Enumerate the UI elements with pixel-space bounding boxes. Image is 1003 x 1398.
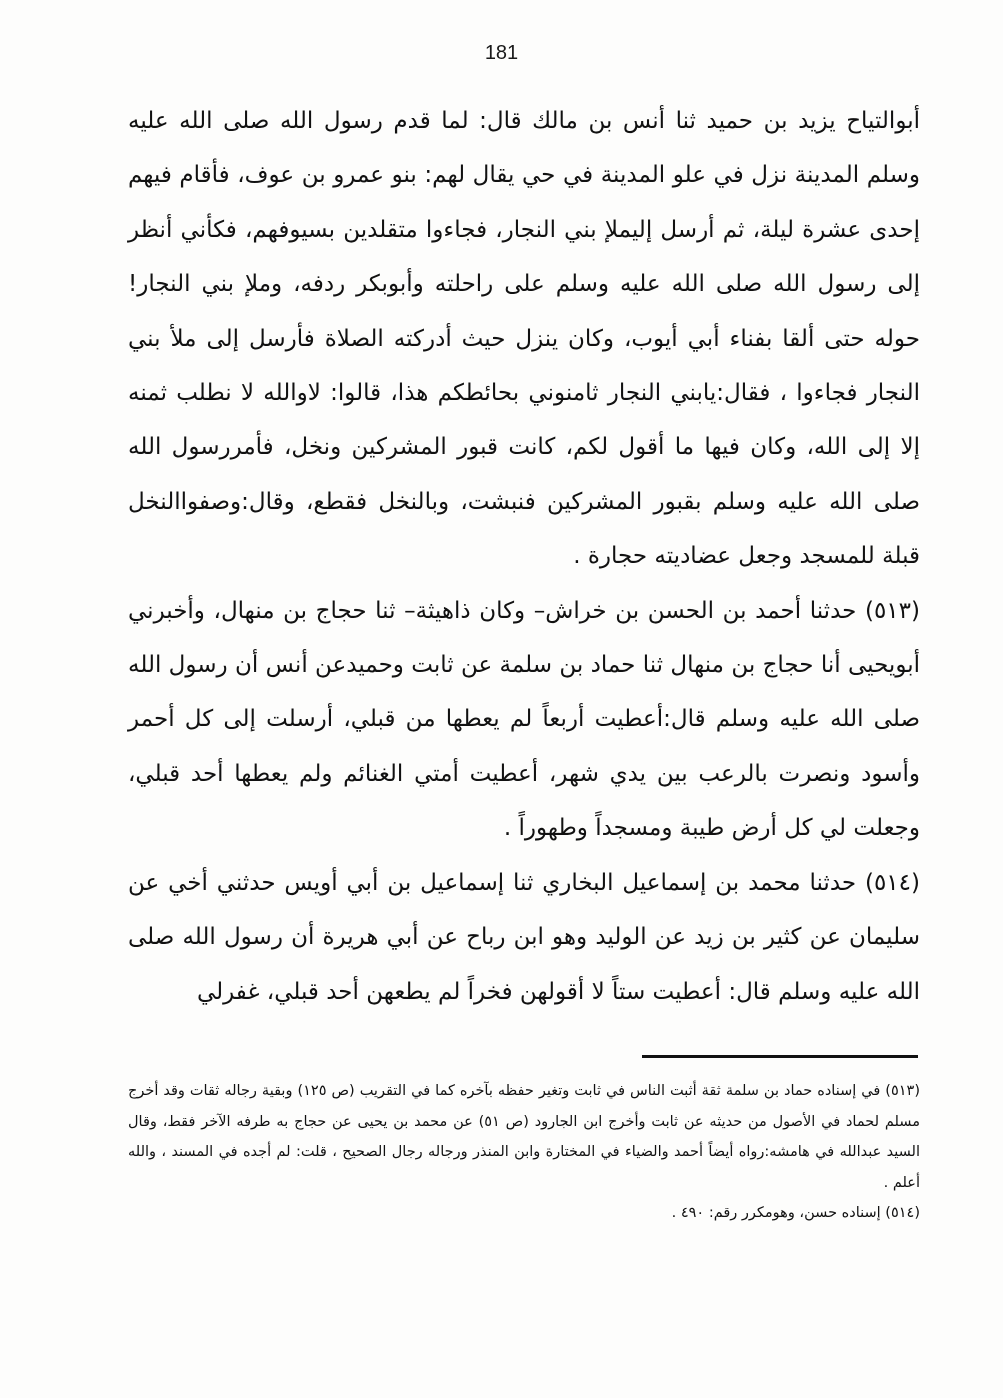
paragraph-hadith-514: (٥١٤) حدثنا محمد بن إسماعيل البخاري ثنا إسماعيل بن أبي أويس حدثني أخي عن سليمان عن كثير بن زيد عن الوليد وهو ابن رباح عن أبي هريرة أن رسول الله صلى الله عليه وسلم قال: أعطيت ستاً لا أقولهن فخراً لم يطعهن أحد قبلي، غفرلي — [128, 869, 920, 1005]
paragraph-hadith-513: (٥١٣) حدثنا أحمد بن الحسن بن خراش– وكان ذاهيثة– ثنا حجاج بن منهال، وأخبرني أبويحيى أنا حجاج بن منهال ثنا حماد بن سلمة عن ثابت وحميدعن أنس أن رسول الله صلى الله عليه وسلم قال:أعطيت أربعاً لم يعطها من قبلي، أرسلت إلى كل أحمر وأسود ونصرت بالرعب بين يدي شهر، أعطيت أمتي الغنائم ولم يعطها أحد قبلي، وجعلت لي كل أرض طيبة ومسجداً وطهوراً . — [128, 597, 920, 842]
footnote-514: (٥١٤) إسناده حسن، وهومكرر رقم: ٤٩٠ . — [671, 1205, 920, 1221]
main-text — [128, 94, 920, 1019]
footnotes — [128, 1076, 920, 1229]
page-number: 181 — [484, 42, 519, 64]
paragraph-narration-512-continued: أبوالتياح يزيد بن حميد ثنا أنس بن مالك قال: لما قدم رسول الله صلى الله عليه وسلم المدينة نزل في علو المدينة في حي يقال لهم: بنو عمرو بن عوف، فأقام فيهم إحدى عشرة ليلة، ثم أرسل إليملإ بني النجار، فجاءوا متقلدين بسيوفهم، فكأني أنظر إلى رسول الله صلى الله عليه وسلم على راحلته وأبوبكر ردفه، وملإ بني النجار! حوله حتى ألقا بفناء أبي أيوب، وكان ينزل حيث أدركته الصلاة فأرسل إلى ملأ بني النجار فجاءوا ، فقال:يابني النجار ثامنوني بحائطكم هذا، قالوا: لاوالله لا نطلب ثمنه إلا إلى الله، وكان فيها ما أقول لكم، كانت قبور المشركين ونخل، فأمررسول الله صلى الله عليه وسلم بقبور المشركين فنبشت، وبالنخل فقطع، وقال:وصفواالنخل قبلة للمسجد وجعل عضاديته حجارة . — [128, 108, 920, 570]
footnote-divider — [642, 1055, 918, 1058]
footnote-513: (٥١٣) في إسناده حماد بن سلمة ثقة أثبت الناس في ثابت وتغير حفظه بآخره كما في التقريب (ص ١٢٥) وبقية رجاله ثقات وقد أخرج مسلم لحماد في الأصول من حديثه عن ثابت وأخرج ابن الجارود (ص ٥١) عن محمد بن يحيى عن حجاج به طرفه الآخر فقط، وقال السيد عبدالله في هامشه:رواه أيضاً أحمد والضياء في المختارة وابن المنذر ورجاله رجال الصحيح ، قلت: لم أجده في المسند ، والله أعلم . — [128, 1083, 920, 1191]
